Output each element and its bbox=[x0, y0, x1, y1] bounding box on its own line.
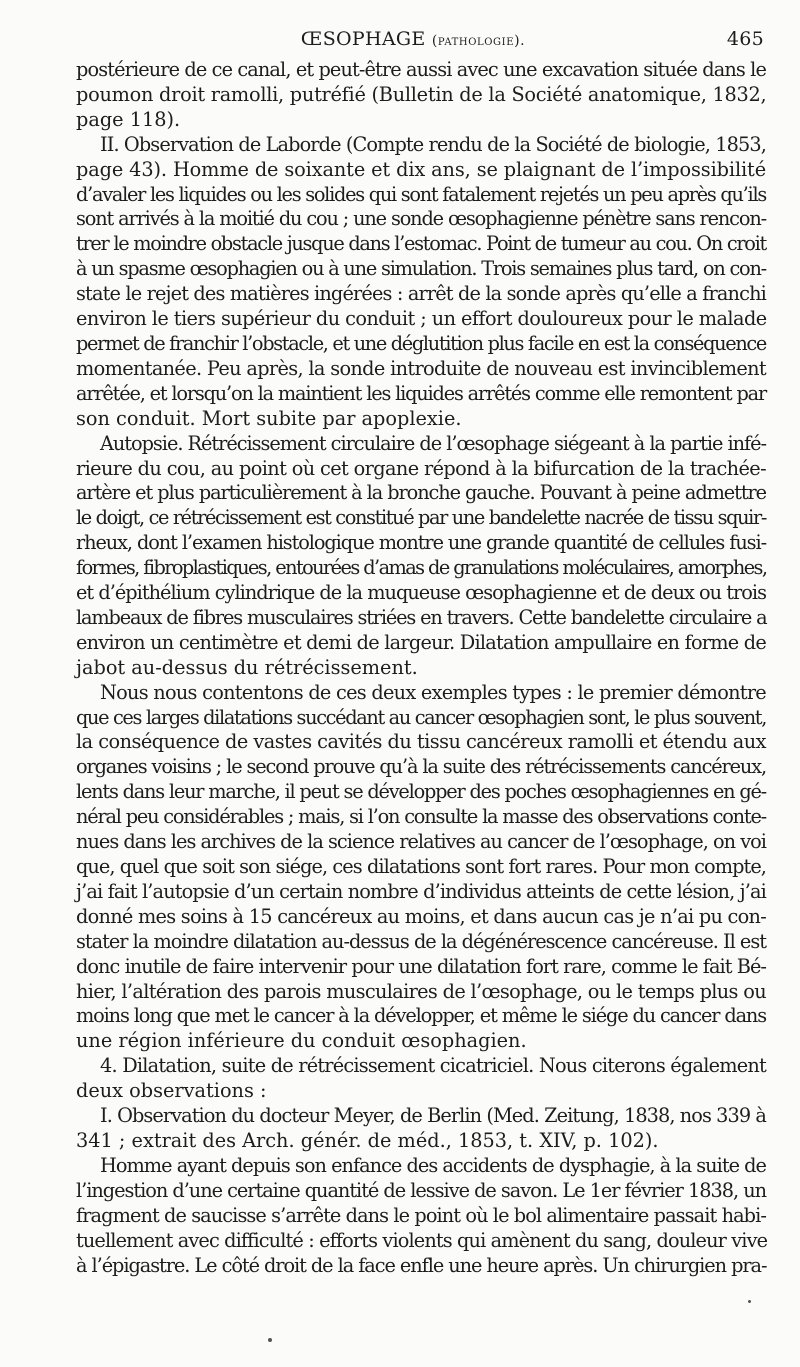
text-line: rieure du cou, au point où cet organe répond à la bifurcation de la trachée- bbox=[76, 456, 766, 480]
text-line: hier, l’altération des parois musculaires de l’œsophage, ou le temps plus ou bbox=[76, 979, 766, 1003]
text-line: donné mes soins à 15 cancéreux au moins, et dans aucun cas je n’ai pu con- bbox=[76, 904, 766, 928]
text-line: jabot au-dessus du rétrécissement. bbox=[76, 655, 418, 679]
text-line: nues dans les archives de la science relatives au cancer de l’œsophage, on voi bbox=[76, 830, 766, 854]
text-line: poumon droit ramolli, putréfié (Bulletin de la Société anatomique, 1832, bbox=[76, 82, 767, 106]
print-speck bbox=[268, 1338, 272, 1342]
page-number: 465 bbox=[726, 28, 764, 50]
text-line: fragment de saucisse s’arrête dans le point où le bol alimentaire passait habi- bbox=[76, 1203, 766, 1227]
header-title-text: ŒSOPHAGE bbox=[300, 28, 426, 50]
text-line: à l’épigastre. Le côté droit de la face enfle une heure après. Un chirurgien pra- bbox=[76, 1253, 767, 1277]
text-line: la conséquence de vastes cavités du tissu cancéreux ramolli et étendu aux bbox=[76, 730, 766, 754]
text-line: artère et plus particulièrement à la bronche gauche. Pouvant à peine admettre bbox=[76, 481, 766, 505]
header-subtitle: (pathologie). bbox=[431, 33, 526, 49]
running-header bbox=[62, 28, 764, 52]
text-line: page 43). Homme de soixante et dix ans, se plaignant de l’impossibilité bbox=[76, 157, 767, 181]
text-line: organes voisins ; le second prouve qu’à la suite des rétrécissements cancéreux, bbox=[76, 755, 766, 779]
text-line: Homme ayant depuis son enfance des accidents de dysphagie, à la suite de bbox=[100, 1153, 766, 1177]
text-line: rheux, dont l’examen histologique montre une grande quantité de cellules fusi- bbox=[76, 531, 766, 555]
text-line: que, quel que soit son siége, ces dilatations sont fort rares. Pour mon compte, bbox=[76, 855, 766, 878]
text-line: arrêtée, et lorsqu’on la maintient les liquides arrêtés comme elle remontent par bbox=[76, 381, 766, 405]
text-line: stater la moindre dilatation au-dessus de la dégénérescence cancéreuse. Il est bbox=[76, 929, 766, 953]
text-line: 341 ; extrait des Arch. génér. de méd., 1853, t. XIV, p. 102). bbox=[76, 1128, 659, 1152]
text-line: environ le tiers supérieur du conduit ; un effort douloureux pour le malade bbox=[76, 307, 767, 331]
text-line: Nous nous contentons de ces deux exemples types : le premier démontre bbox=[100, 680, 766, 704]
text-line: à un spasme œsophagien ou à une simulation. Trois semaines plus tard, on con- bbox=[76, 257, 766, 281]
text-line: trer le moindre obstacle jusque dans l’estomac. Point de tumeur au cou. On croit bbox=[76, 232, 767, 256]
text-line: une région inférieure du conduit œsophagien. bbox=[76, 1029, 527, 1053]
text-line: lambeaux de fibres musculaires striées en travers. Cette bandelette circulaire a bbox=[76, 605, 767, 629]
text-line: moins long que met le cancer à la développer, et même le siége du cancer dans bbox=[76, 1004, 766, 1028]
text-line: II. Observation de Laborde (Compte rendu de la Société de biologie, 1853, bbox=[100, 132, 766, 156]
text-line: formes, fibroplastiques, entourées d’amas de granulations moléculaires, amorphes, bbox=[76, 556, 767, 580]
text-line: et d’épithélium cylindrique de la muqueuse œsophagienne et de deux ou trois bbox=[76, 581, 766, 605]
print-speck bbox=[748, 1300, 751, 1303]
text-line: momentanée. Peu après, la sonde introduite de nouveau est invinciblement bbox=[76, 356, 766, 380]
text-line: sont arrivés à la moitié du cou ; une sonde œsophagienne pénètre sans rencon- bbox=[76, 207, 766, 231]
text-line: I. Observation du docteur Meyer, de Berlin (Med. Zeitung, 1838, nos 339 à bbox=[100, 1104, 766, 1128]
text-line: state le rejet des matières ingérées : arrêt de la sonde après qu’elle a franchi bbox=[76, 282, 766, 306]
body-text bbox=[76, 58, 766, 1278]
text-line: l’ingestion d’une certaine quantité de lessive de savon. Le 1er février 1838, un bbox=[76, 1178, 766, 1202]
text-line: tuellement avec difficulté : efforts violents qui amènent du sang, douleur vive bbox=[76, 1228, 768, 1252]
text-line: 4. Dilatation, suite de rétrécissement cicatriciel. Nous citerons également bbox=[100, 1054, 766, 1078]
text-line: permet de franchir l’obstacle, et une déglutition plus facile en est la conséquence bbox=[76, 331, 766, 355]
text-line: postérieure de ce canal, et peut-être aussi avec une excavation située dans le bbox=[76, 58, 766, 81]
text-line: environ un centimètre et demi de largeur. Dilatation ampullaire en forme de bbox=[76, 630, 766, 654]
text-line: le doigt, ce rétrécissement est constitué par une bandelette nacrée de tissu squir- bbox=[76, 506, 766, 530]
text-line: néral peu considérables ; mais, si l’on consulte la masse des observations conte- bbox=[76, 805, 766, 829]
header-title bbox=[62, 28, 764, 50]
text-line: j’ai fait l’autopsie d’un certain nombre d’individus atteints de cette lésion, j’ai bbox=[76, 879, 766, 903]
text-line: deux observations : bbox=[76, 1079, 267, 1103]
text-line: Autopsie. Rétrécissement circulaire de l’œsophage siégeant à la partie infé- bbox=[100, 431, 766, 455]
text-line: page 118). bbox=[76, 107, 181, 131]
text-line: donc inutile de faire intervenir pour une dilatation fort rare, comme le fait Bé- bbox=[76, 954, 766, 978]
text-line: lents dans leur marche, il peut se développer des poches œsophagiennes en gé- bbox=[76, 780, 766, 804]
text-line: d’avaler les liquides ou les solides qui sont fatalement rejetés un peu après qu’ils bbox=[76, 182, 766, 206]
text-line: son conduit. Mort subite par apoplexie. bbox=[76, 406, 462, 430]
text-line: que ces larges dilatations succédant au cancer œsophagien sont, le plus souvent, bbox=[76, 705, 766, 729]
